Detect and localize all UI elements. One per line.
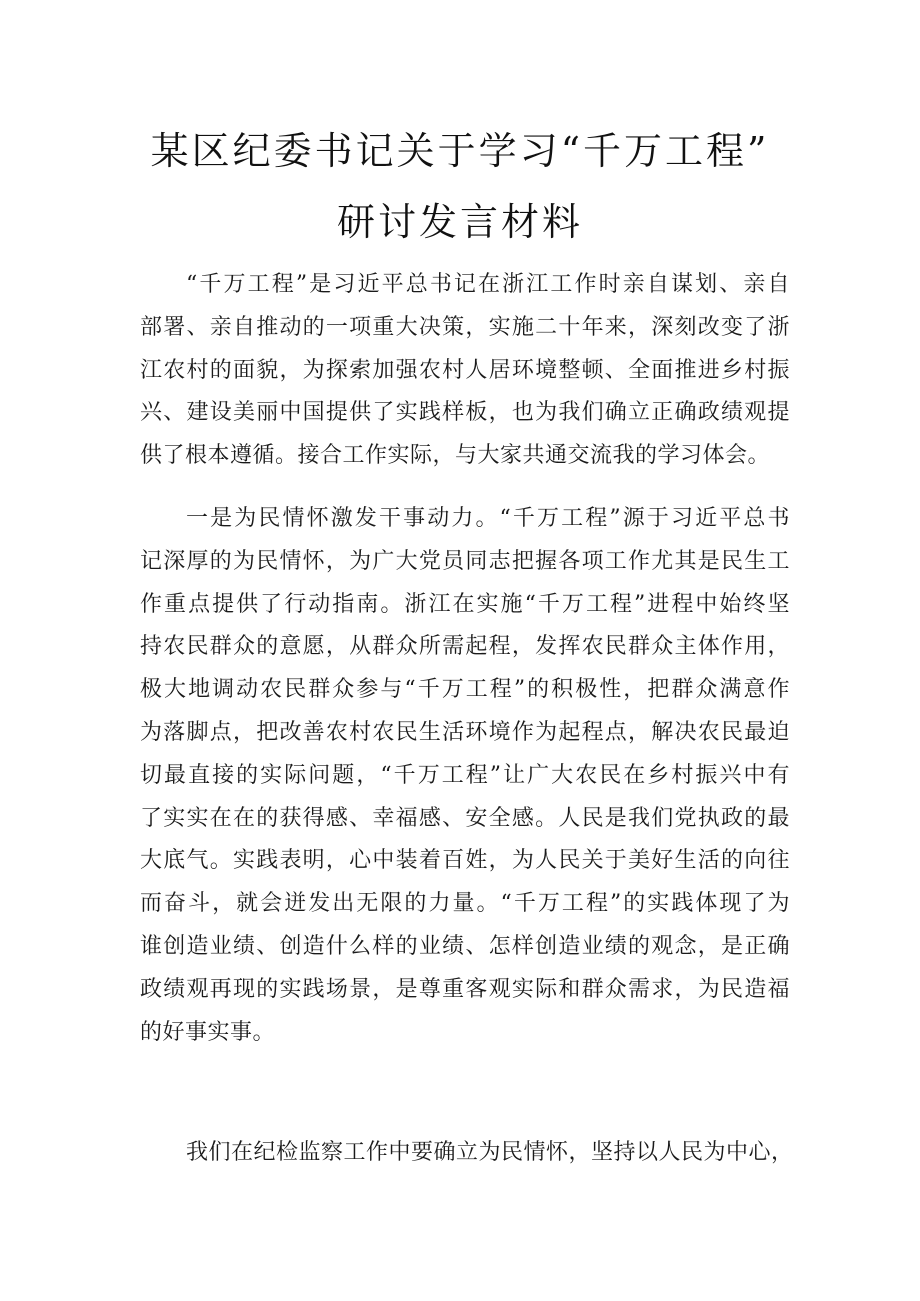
text-line: 记深厚的为民情怀，为广大党员同志把握各项工作尤其是民生工 bbox=[140, 548, 790, 574]
document-title-line-1: 某区纪委书记关于学习“千万工程” bbox=[150, 129, 770, 173]
text-line: 政绩观再现的实践场景，是尊重客观实际和群众需求，为民造福 bbox=[140, 976, 790, 1002]
document-title-line-2: 研讨发言材料 bbox=[336, 200, 583, 244]
text-line: 江农村的面貌，为探索加强农村人居环境整顿、全面推进乡村振 bbox=[140, 357, 790, 383]
text-line: 为落脚点，把改善农村农民生活环境作为起程点，解决农民最迫 bbox=[140, 719, 790, 745]
text-line: 极大地调动农民群众参与“千万工程”的积极性，把群众满意作 bbox=[140, 677, 790, 703]
text-line: 而奋斗，就会迸发出无限的力量。“千万工程”的实践体现了为 bbox=[140, 891, 790, 917]
text-line: 供了根本遵循。接合工作实际，与大家共通交流我的学习体会。 bbox=[140, 443, 771, 469]
text-line: 部署、亲自推动的一项重大决策，实施二十年来，深刻改变了浙 bbox=[140, 314, 790, 340]
text-line: 谁创造业绩、创造什么样的业绩、怎样创造业绩的观念，是正确 bbox=[140, 933, 790, 959]
paragraph-point-one bbox=[140, 498, 790, 1054]
text-line: 我们在纪检监察工作中要确立为民情怀，坚持以人民为中心， bbox=[186, 1140, 794, 1165]
text-line: 的好事实事。 bbox=[140, 1019, 276, 1045]
text-line: 切最直接的实际问题，“千万工程”让广大农民在乡村振兴中有 bbox=[140, 762, 790, 788]
text-line: 兴、建设美丽中国提供了实践样板，也为我们确立正确政绩观提 bbox=[140, 400, 790, 426]
text-line: “千万工程”是习近平总书记在浙江工作时亲自谋划、亲自 bbox=[186, 272, 790, 297]
text-line: 一是为民情怀激发干事动力。“千万工程”源于习近平总书 bbox=[186, 506, 790, 531]
paragraph-closing bbox=[140, 1132, 794, 1175]
paragraph-intro bbox=[140, 264, 790, 478]
text-line: 作重点提供了行动指南。浙江在实施“千万工程”进程中始终坚 bbox=[140, 591, 790, 617]
text-line: 了实实在在的获得感、幸福感、安全感。人民是我们党执政的最 bbox=[140, 805, 790, 831]
text-line: 持农民群众的意愿，从群众所需起程，发挥农民群众主体作用， bbox=[140, 634, 790, 660]
text-line: 大底气。实践表明，心中装着百姓，为人民关于美好生活的向往 bbox=[140, 848, 790, 874]
